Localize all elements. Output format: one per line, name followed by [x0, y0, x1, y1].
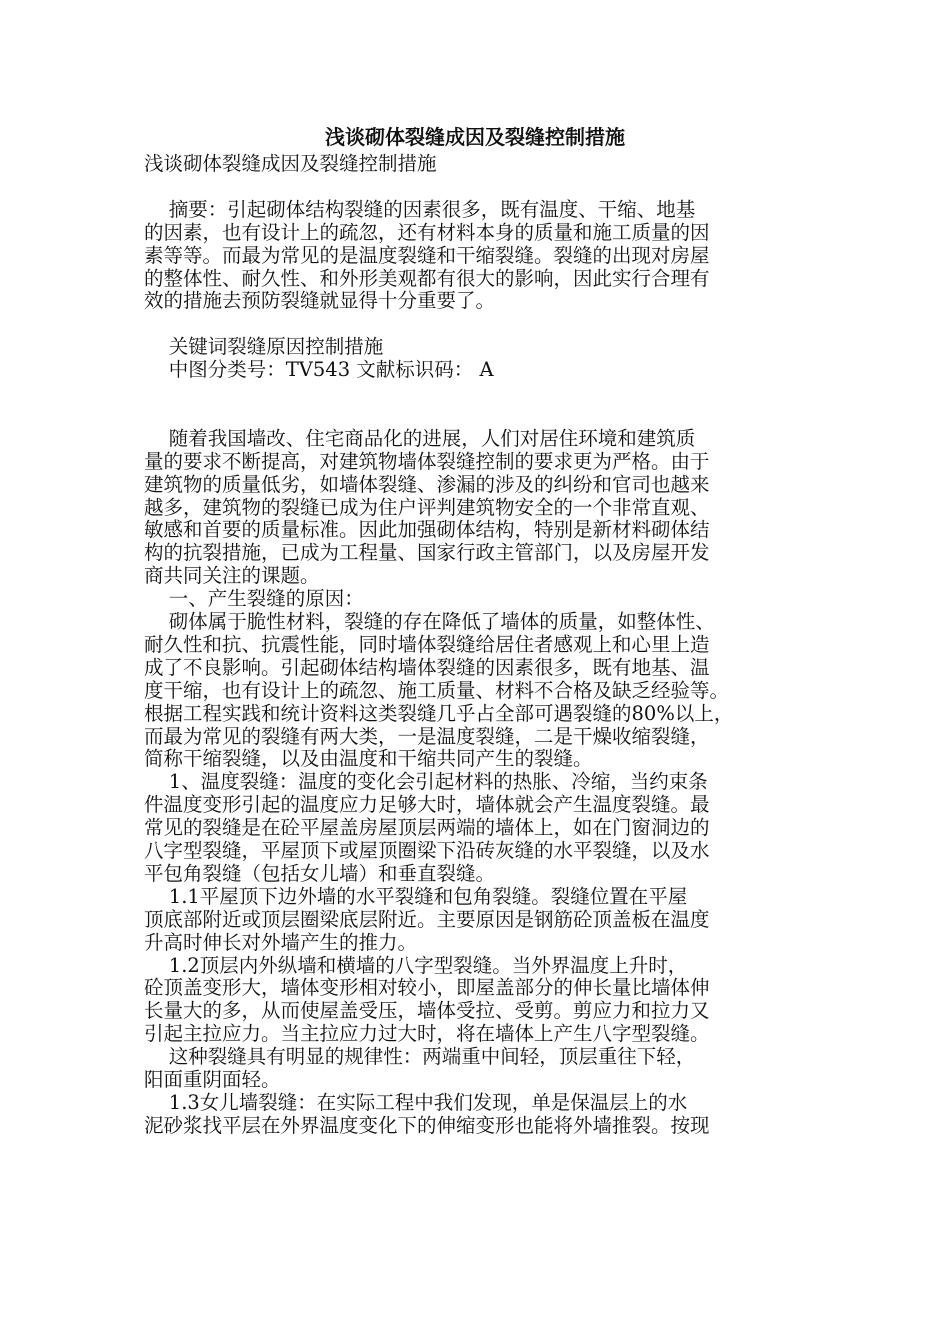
body-line: 八字型裂缝，平屋顶下或屋顶圈梁下沿砖灰缝的水平裂缝，以及水 [144, 839, 710, 862]
body-line: 素等等。而最为常见的是温度裂缝和干缩裂缝。裂缝的出现对房屋 [144, 243, 710, 267]
body-line: 成了不良影响。引起砌体结构墙体裂缝的因素很多，既有地基、温 [144, 655, 710, 679]
body-line: 简称干缩裂缝，以及由温度和干缩共同产生的裂缝。 [144, 747, 593, 771]
body-line: 浅谈砌体裂缝成因及裂缝控制措施 [144, 152, 437, 175]
body-line: 1、温度裂缝：温度的变化会引起材料的热胀、冷缩，当约束条 [144, 770, 708, 794]
body-line: 一、产生裂缝的原因： [144, 587, 364, 611]
body-line: 建筑物的质量低劣，如墙体裂缝、渗漏的涉及的纠纷和官司也越来 [144, 472, 710, 496]
body-line: 构的抗裂措施，已成为工程量、国家行政主管部门，以及房屋开发 [144, 541, 710, 565]
body-line: 中图分类号：TV543 文献标识码： A [144, 358, 494, 382]
body-line: 度干缩，也有设计上的疏忽、施工质量、材料不合格及缺乏经验等。 [144, 678, 730, 702]
document-title: 浅谈砌体裂缝成因及裂缝控制措施 [325, 125, 625, 149]
body-line: 关键词裂缝原因控制措施 [144, 335, 384, 359]
body-line: 顶底部附近或顶层圈梁底层附近。主要原因是钢筋砼顶盖板在温度 [144, 907, 710, 931]
body-line: 长量大的多，从而使屋盖受压，墙体受拉、受剪。剪应力和拉力又 [144, 999, 710, 1023]
body-line: 的因素，也有设计上的疏忽，还有材料本身的质量和施工质量的因 [144, 220, 710, 244]
body-line: 根据工程实践和统计资料这类裂缝几乎占全部可遇裂缝的80%以上， [144, 701, 734, 725]
body-line: 量的要求不断提高，对建筑物墙体裂缝控制的要求更为严格。由于 [144, 449, 710, 473]
body-line: 随着我国墙改、住宅商品化的进展，人们对居住环境和建筑质 [144, 426, 696, 450]
body-line: 这种裂缝具有明显的规律性：两端重中间轻，顶层重往下轻， [144, 1045, 696, 1069]
body-line: 阳面重阴面轻。 [144, 1068, 281, 1091]
body-line: 升高时伸长对外墙产生的推力。 [144, 930, 418, 954]
body-line: 的整体性、耐久性、和外形美观都有很大的影响，因此实行合理有 [144, 266, 710, 290]
body-line: 商共同关注的课题。 [144, 564, 320, 588]
body-line: 砼顶盖变形大，墙体变形相对较小，即屋盖部分的伸长量比墙体伸 [144, 976, 710, 1000]
body-line: 件温度变形引起的温度应力足够大时，墙体就会产生温度裂缝。最 [144, 793, 710, 817]
body-line: 敏感和首要的质量标准。因此加强砌体结构，特别是新材料砌体结 [144, 518, 710, 542]
body-line: 而最为常见的裂缝有两大类，一是温度裂缝，二是干燥收缩裂缝， [144, 724, 710, 748]
body-line: 摘要：引起砌体结构裂缝的因素很多，既有温度、干缩、地基 [144, 197, 696, 221]
body-line: 1.3女儿墙裂缝：在实际工程中我们发现，单是保温层上的水 [144, 1090, 688, 1114]
body-line: 越多，建筑物的裂缝已成为住户评判建筑物安全的一个非常直观、 [144, 495, 710, 519]
body-line: 效的措施去预防裂缝就显得十分重要了。 [144, 289, 496, 313]
body-line: 泥砂浆找平层在外界温度变化下的伸缩变形也能将外墙推裂。按现 [144, 1113, 710, 1137]
body-line: 平包角裂缝（包括女儿墙）和垂直裂缝。 [144, 861, 496, 885]
body-line: 耐久性和抗、抗震性能，同时墙体裂缝给居住者感观上和心里上造 [144, 632, 710, 656]
body-line: 引起主拉应力。当主拉应力过大时，将在墙体上产生八字型裂缝。 [144, 1022, 710, 1046]
body-line: 1.2顶层内外纵墙和横墙的八字型裂缝。当外界温度上升时， [144, 953, 688, 977]
body-line: 砌体属于脆性材料，裂缝的存在降低了墙体的质量，如整体性、 [144, 610, 715, 633]
body-line: 1.1平屋顶下边外墙的水平裂缝和包角裂缝。裂缝位置在平屋 [144, 884, 688, 908]
body-line: 常见的裂缝是在砼平屋盖房屋顶层两端的墙体上，如在门窗洞边的 [144, 816, 710, 840]
